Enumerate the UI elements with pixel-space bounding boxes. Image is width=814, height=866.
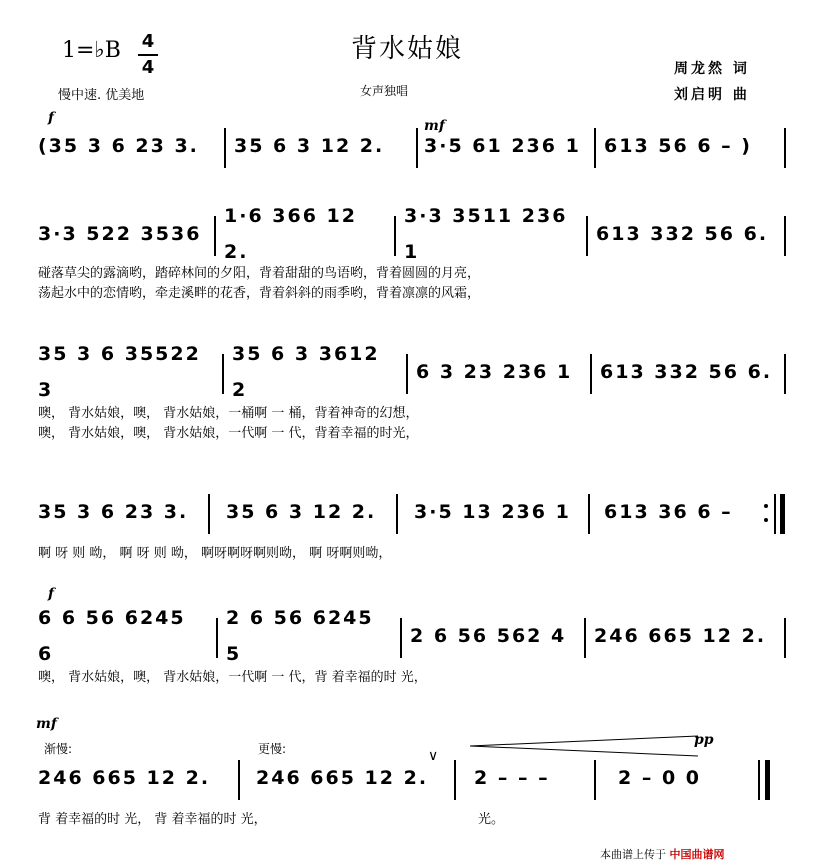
measure: 35 6 3 12 2. bbox=[226, 501, 377, 523]
measure: 2 – 0 0 bbox=[618, 767, 702, 789]
dynamic-mf: mf bbox=[424, 118, 445, 134]
footer-credit bbox=[600, 846, 725, 862]
lyricist-credit: 周龙然 词 bbox=[674, 61, 750, 77]
measure: 6 6 56 6245 6 bbox=[38, 607, 186, 665]
tempo-marking: 慢中速. 优美地 bbox=[58, 88, 145, 103]
dynamic-f: f bbox=[48, 586, 55, 602]
score-row-5 bbox=[38, 607, 790, 670]
score-row-3 bbox=[38, 343, 790, 406]
measure: 35 6 3 12 2. bbox=[234, 135, 385, 157]
measure: 613 332 56 6. bbox=[596, 223, 769, 245]
score-row-4 bbox=[38, 494, 790, 546]
breath-mark: ∨ bbox=[428, 748, 439, 764]
measure: (35 3 6 23 3. bbox=[38, 135, 199, 157]
measure: 2 – – – bbox=[474, 767, 550, 789]
score-row-1 bbox=[38, 128, 790, 180]
lyric-line: 啊 呀 则 呦， 啊 呀 则 呦， 啊呀啊呀啊则呦， 啊 呀啊则呦， bbox=[38, 546, 392, 561]
performance-type: 女声独唱 bbox=[360, 84, 409, 98]
tempo-gengman: 更慢: bbox=[258, 742, 287, 756]
diminuendo-hairpin bbox=[470, 734, 700, 758]
measure: 3·5 61 236 1 bbox=[424, 135, 581, 157]
measure: 246 665 12 2. bbox=[256, 767, 429, 789]
time-bottom: 4 bbox=[141, 57, 155, 78]
measure: 613 332 56 6. bbox=[600, 361, 773, 383]
measure: 6 3 23 236 1 bbox=[416, 361, 573, 383]
measure: 3·3 522 3536 bbox=[38, 223, 202, 245]
measure: 35 3 6 23 3. bbox=[38, 501, 189, 523]
site-logo[interactable]: 中国曲谱网 bbox=[669, 848, 725, 861]
measure: 246 665 12 2. bbox=[38, 767, 211, 789]
composer-credit: 刘启明 曲 bbox=[674, 87, 750, 103]
lyric-line: 噢， 背水姑娘，噢， 背水姑娘，一代啊 一 代，背着幸福的时光， bbox=[38, 426, 419, 441]
tempo-jianman: 渐慢: bbox=[44, 742, 73, 756]
time-top: 4 bbox=[141, 31, 155, 52]
time-signature bbox=[140, 30, 156, 80]
lyric-line: 噢， 背水姑娘，噢， 背水姑娘，一桶啊 一 桶，背着神奇的幻想， bbox=[38, 406, 419, 421]
measure: 2 6 56 6245 5 bbox=[226, 607, 374, 665]
measure: 3·5 13 236 1 bbox=[414, 501, 571, 523]
measure: 613 36 6 – bbox=[604, 501, 733, 523]
measure: 613 56 6 – ) bbox=[604, 135, 752, 157]
dynamic-f: f bbox=[48, 110, 55, 126]
lyric-line: 噢， 背水姑娘，噢， 背水姑娘，一代啊 一 代，背 着幸福的时 光， bbox=[38, 670, 427, 685]
lyric-line: 碰落草尖的露滴哟，踏碎林间的夕阳，背着甜甜的鸟语哟，背着圆圆的月亮， bbox=[38, 266, 481, 281]
measure: 35 6 3 3612 2 bbox=[232, 343, 380, 401]
score-row-6 bbox=[38, 760, 790, 812]
measure: 35 3 6 35522 3 bbox=[38, 343, 201, 401]
dynamic-mf: mf bbox=[36, 716, 57, 732]
dynamic-pp: pp bbox=[694, 732, 714, 748]
lyric-line: 荡起水中的恋情哟，牵走溪畔的花香，背着斜斜的雨季哟，背着凛凛的风霜， bbox=[38, 286, 481, 301]
measure: 3·3 3511 236 1 bbox=[404, 205, 568, 263]
key-signature: 1=♭B bbox=[62, 38, 121, 63]
lyric-line: 背 着幸福的时 光， 背 着幸福的时 光， bbox=[38, 812, 267, 827]
lyric-last: 光。 bbox=[478, 812, 505, 827]
measure: 246 665 12 2. bbox=[594, 625, 767, 647]
measure: 2 6 56 562 4 bbox=[410, 625, 567, 647]
footer-text: 本曲谱上传于 bbox=[600, 848, 666, 861]
score-row-2 bbox=[38, 205, 790, 268]
measure: 1·6 366 12 2. bbox=[224, 205, 357, 263]
page-title: 背水姑娘 bbox=[350, 34, 463, 64]
